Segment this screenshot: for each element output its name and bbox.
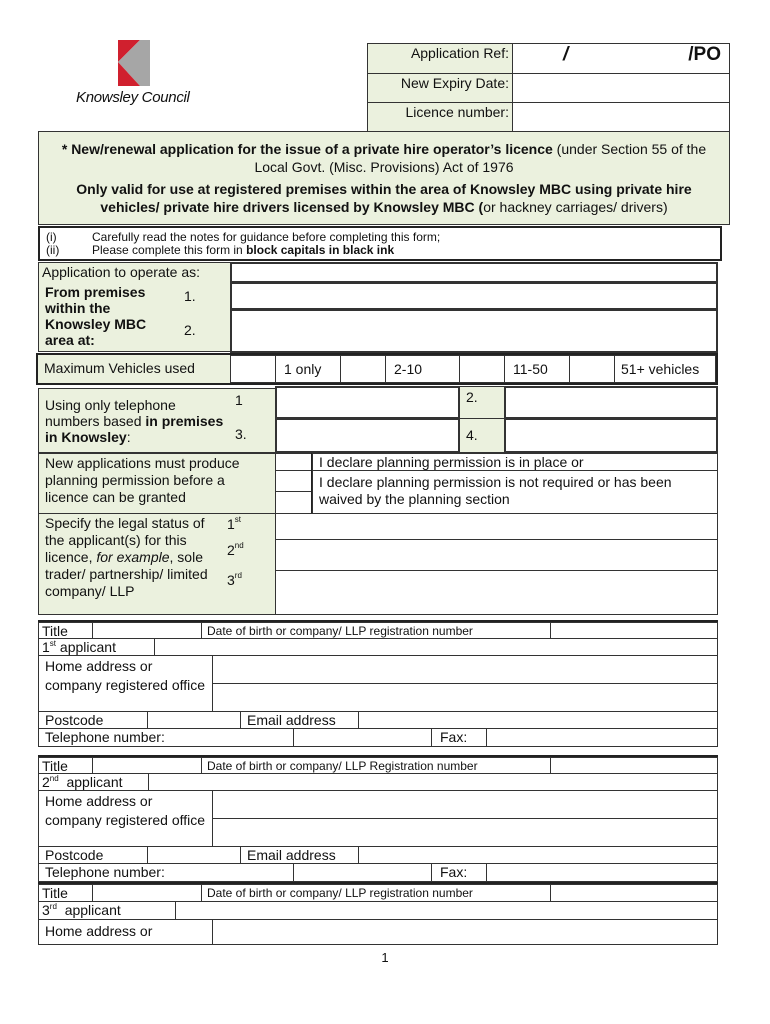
telephone-label-box <box>38 388 276 453</box>
applicant-1-telephone-field[interactable] <box>293 728 432 747</box>
applicant-3-title-label: Title <box>38 884 93 902</box>
legal-status-box <box>38 513 276 615</box>
vehicles-check-3[interactable] <box>459 355 505 383</box>
applicant-3-title-field[interactable] <box>92 884 202 902</box>
applicant-1-label: 1st applicant <box>38 638 155 656</box>
telephone-num-3: 3. <box>235 426 247 442</box>
applicant-2-label: 2nd applicant <box>38 773 149 791</box>
title-line-1: * New/renewal application for the issue of a private hire operator’s licence (under Section 55 of the Local Govt. (Misc. Provisions) Act of 1976 <box>61 141 707 175</box>
application-ref-field[interactable] <box>512 43 730 74</box>
applicant-1-email-field[interactable] <box>358 711 718 729</box>
vehicles-opt-4: 51+ vehicles <box>614 355 716 383</box>
applicant-1-fax-label: Fax: <box>431 728 487 747</box>
telephone-field-1[interactable] <box>275 386 460 419</box>
legal-num-3: 3rd <box>227 571 242 588</box>
applicant-1-dob-field[interactable] <box>550 622 718 639</box>
planning-label: New applications must produce planning permission before a licence can be granted <box>45 455 240 505</box>
licence-number-field[interactable] <box>512 102 730 132</box>
applicant-1-dob-label: Date of birth or company/ LLP registration number <box>201 622 551 639</box>
applicant-3-label: 3rd applicant <box>38 901 176 920</box>
telephone-num-2-box: 2. <box>459 386 505 419</box>
applicant-3-dob-field[interactable] <box>550 884 718 902</box>
vehicles-check-2[interactable] <box>340 355 386 383</box>
premises-label: From premises within the Knowsley MBC area at: <box>45 284 147 348</box>
applicant-1-email-label: Email address <box>240 711 359 729</box>
title-box <box>38 131 730 225</box>
premises-address-2[interactable] <box>230 309 718 353</box>
vehicles-check-4[interactable] <box>569 355 615 383</box>
applicant-2-fax-field[interactable] <box>486 863 718 882</box>
premises-address-1[interactable] <box>230 282 718 310</box>
legal-status-label: Specify the legal status of the applicant(s) for this licence, for example, sole trader/ partnership/ limited company/ LLP <box>45 515 208 599</box>
ref-suffix: /PO <box>688 44 721 65</box>
premises-num-1: 1. <box>184 288 196 304</box>
planning-label-box <box>38 453 276 514</box>
applicant-2-telephone-field[interactable] <box>293 863 432 882</box>
legal-status-field-1[interactable] <box>275 513 718 540</box>
vehicles-check-1[interactable] <box>230 355 276 383</box>
applicant-1-title-label: Title <box>38 622 93 639</box>
applicant-3-label-fill <box>175 901 718 920</box>
applicant-1-title-field[interactable] <box>92 622 202 639</box>
applicant-2-email-field[interactable] <box>358 846 718 864</box>
operate-as-label: Application to operate as: <box>38 262 231 283</box>
vehicles-label: Maximum Vehicles used <box>38 355 231 383</box>
applicant-2-dob-label: Date of birth or company/ LLP Registration number <box>201 757 551 774</box>
vehicles-opt-3: 11-50 <box>504 355 570 383</box>
premises-num-2: 2. <box>184 322 196 338</box>
council-name: Knowsley Council <box>76 89 190 106</box>
applicant-3-dob-label: Date of birth or company/ LLP registration number <box>201 884 551 902</box>
planning-option-1: I declare planning permission is in place or <box>312 453 718 471</box>
vehicles-opt-2: 2-10 <box>385 355 460 383</box>
applicant-2-address-field-2[interactable] <box>212 818 718 847</box>
instructions-box: (i) Carefully read the notes for guidance before completing this form; (ii) Please complete this form in block capitals in black ink <box>38 226 722 261</box>
page-number: 1 <box>381 950 389 965</box>
planning-check-1[interactable] <box>275 453 312 471</box>
premises-label-box <box>38 282 231 352</box>
planning-check-2[interactable] <box>275 470 312 492</box>
licence-number-label: Licence number: <box>367 102 513 132</box>
applicant-2-telephone-label: Telephone number: <box>38 863 294 882</box>
applicant-2-postcode-label: Postcode <box>38 846 148 864</box>
telephone-label: Using only telephone numbers based in premises in Knowsley: <box>45 397 224 445</box>
applicant-2-email-label: Email address <box>240 846 359 864</box>
title-line-2: Only valid for use at registered premises within the area of Knowsley MBC using private hire vehicles/ private hire drivers licensed by Knowsley MBC (or hackney carriages/ drivers) <box>76 181 692 215</box>
applicant-3-address-label: Home address or <box>38 919 213 945</box>
applicant-2-postcode-field[interactable] <box>147 846 241 864</box>
applicant-1-address-label: Home address or company registered office <box>38 655 213 712</box>
telephone-field-4[interactable] <box>504 418 718 453</box>
applicant-2-address-label: Home address or company registered office <box>38 790 213 847</box>
application-ref-label: Application Ref: <box>367 43 513 74</box>
legal-num-1: 1st <box>227 515 242 532</box>
applicant-1-fax-field[interactable] <box>486 728 718 747</box>
ref-slash: / <box>563 44 569 65</box>
telephone-num-1: 1 <box>235 392 243 408</box>
logo-icon <box>110 40 168 86</box>
applicant-3-address-field[interactable] <box>212 919 718 945</box>
applicant-1-address-field-2[interactable] <box>212 683 718 712</box>
telephone-field-2[interactable] <box>504 386 718 419</box>
applicant-2-fax-label: Fax: <box>431 863 487 882</box>
applicant-1-postcode-label: Postcode <box>38 711 148 729</box>
applicant-1-postcode-field[interactable] <box>147 711 241 729</box>
telephone-field-3[interactable] <box>275 418 460 453</box>
applicant-2-label-fill <box>148 773 718 791</box>
council-logo <box>110 40 168 86</box>
expiry-date-label: New Expiry Date: <box>367 73 513 103</box>
vehicles-opt-1: 1 only <box>275 355 341 383</box>
legal-status-field-2[interactable] <box>275 539 718 571</box>
applicant-2-title-field[interactable] <box>92 757 202 774</box>
expiry-date-field[interactable] <box>512 73 730 103</box>
telephone-num-4-box: 4. <box>459 418 505 453</box>
applicant-1-telephone-label: Telephone number: <box>38 728 294 747</box>
legal-status-field-3[interactable] <box>275 570 718 615</box>
planning-option-2: I declare planning permission is not required or has been waived by the planning section <box>312 470 718 514</box>
applicant-2-address-field-1[interactable] <box>212 790 718 819</box>
applicant-2-title-label: Title <box>38 757 93 774</box>
operate-as-field[interactable] <box>230 262 718 283</box>
applicant-1-address-field-1[interactable] <box>212 655 718 684</box>
applicant-1-label-fill <box>154 638 718 656</box>
applicant-2-dob-field[interactable] <box>550 757 718 774</box>
legal-num-2: 2nd <box>227 541 244 558</box>
